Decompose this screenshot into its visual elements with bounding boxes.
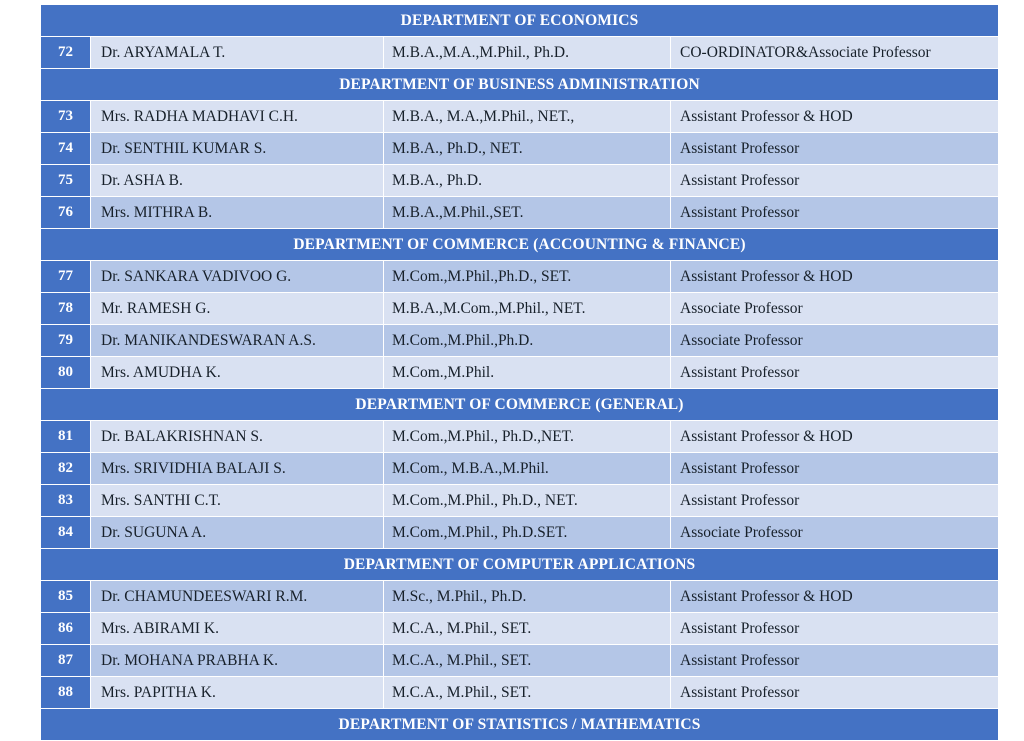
table-row	[41, 133, 999, 165]
designation-cell: Assistant Professor	[671, 645, 999, 677]
designation-cell: Assistant Professor	[671, 677, 999, 709]
faculty-table-container	[40, 4, 998, 741]
table-row	[41, 421, 999, 453]
designation-cell: Associate Professor	[671, 325, 999, 357]
department-header-row	[41, 5, 999, 37]
faculty-name-cell: Dr. MANIKANDESWARAN A.S.	[91, 325, 384, 357]
qualification-cell: M.Com., M.B.A.,M.Phil.	[384, 453, 671, 485]
serial-number-cell: 88	[41, 677, 91, 709]
table-row	[41, 677, 999, 709]
designation-cell: Assistant Professor & HOD	[671, 101, 999, 133]
qualification-cell: M.B.A.,M.Phil.,SET.	[384, 197, 671, 229]
table-row	[41, 357, 999, 389]
faculty-table	[40, 4, 999, 741]
qualification-cell: M.Sc., M.Phil., Ph.D.	[384, 581, 671, 613]
table-row	[41, 453, 999, 485]
faculty-name-cell: Mrs. MITHRA B.	[91, 197, 384, 229]
designation-cell: Assistant Professor	[671, 197, 999, 229]
faculty-name-cell: Dr. ASHA B.	[91, 165, 384, 197]
table-row	[41, 197, 999, 229]
qualification-cell: M.B.A.,M.A.,M.Phil., Ph.D.	[384, 37, 671, 69]
serial-number-cell: 81	[41, 421, 91, 453]
qualification-cell: M.Com.,M.Phil., Ph.D.,NET.	[384, 421, 671, 453]
faculty-name-cell: Mrs. PAPITHA K.	[91, 677, 384, 709]
serial-number-cell: 80	[41, 357, 91, 389]
designation-cell: Assistant Professor	[671, 613, 999, 645]
faculty-name-cell: Dr. ARYAMALA T.	[91, 37, 384, 69]
table-row	[41, 581, 999, 613]
qualification-cell: M.B.A., Ph.D., NET.	[384, 133, 671, 165]
serial-number-cell: 74	[41, 133, 91, 165]
serial-number-cell: 78	[41, 293, 91, 325]
designation-cell: Assistant Professor	[671, 357, 999, 389]
qualification-cell: M.Com.,M.Phil., Ph.D.SET.	[384, 517, 671, 549]
qualification-cell: M.B.A.,M.Com.,M.Phil., NET.	[384, 293, 671, 325]
faculty-name-cell: Mrs. AMUDHA K.	[91, 357, 384, 389]
department-header-row	[41, 549, 999, 581]
department-header-label: DEPARTMENT OF ECONOMICS	[41, 5, 999, 37]
table-row	[41, 101, 999, 133]
table-row	[41, 165, 999, 197]
designation-cell: Assistant Professor	[671, 165, 999, 197]
faculty-name-cell: Dr. MOHANA PRABHA K.	[91, 645, 384, 677]
department-header-label: DEPARTMENT OF COMPUTER APPLICATIONS	[41, 549, 999, 581]
serial-number-cell: 75	[41, 165, 91, 197]
faculty-name-cell: Dr. SANKARA VADIVOO G.	[91, 261, 384, 293]
serial-number-cell: 87	[41, 645, 91, 677]
serial-number-cell: 72	[41, 37, 91, 69]
table-row	[41, 485, 999, 517]
serial-number-cell: 83	[41, 485, 91, 517]
table-row	[41, 325, 999, 357]
table-row	[41, 517, 999, 549]
designation-cell: Assistant Professor	[671, 133, 999, 165]
designation-cell: Associate Professor	[671, 293, 999, 325]
faculty-name-cell: Dr. SUGUNA A.	[91, 517, 384, 549]
designation-cell: Associate Professor	[671, 517, 999, 549]
department-header-label: DEPARTMENT OF STATISTICS / MATHEMATICS	[41, 709, 999, 741]
faculty-name-cell: Dr. BALAKRISHNAN S.	[91, 421, 384, 453]
qualification-cell: M.C.A., M.Phil., SET.	[384, 645, 671, 677]
serial-number-cell: 82	[41, 453, 91, 485]
qualification-cell: M.B.A., M.A.,M.Phil., NET.,	[384, 101, 671, 133]
serial-number-cell: 84	[41, 517, 91, 549]
designation-cell: Assistant Professor	[671, 485, 999, 517]
department-header-row	[41, 389, 999, 421]
designation-cell: Assistant Professor	[671, 453, 999, 485]
serial-number-cell: 73	[41, 101, 91, 133]
designation-cell: Assistant Professor & HOD	[671, 261, 999, 293]
qualification-cell: M.B.A., Ph.D.	[384, 165, 671, 197]
designation-cell: Assistant Professor & HOD	[671, 421, 999, 453]
table-row	[41, 613, 999, 645]
qualification-cell: M.Com.,M.Phil.,Ph.D.	[384, 325, 671, 357]
qualification-cell: M.Com.,M.Phil.,Ph.D., SET.	[384, 261, 671, 293]
faculty-name-cell: Mrs. ABIRAMI K.	[91, 613, 384, 645]
qualification-cell: M.C.A., M.Phil., SET.	[384, 677, 671, 709]
table-row	[41, 293, 999, 325]
department-header-row	[41, 69, 999, 101]
department-header-row	[41, 229, 999, 261]
faculty-name-cell: Mrs. SRIVIDHIA BALAJI S.	[91, 453, 384, 485]
serial-number-cell: 86	[41, 613, 91, 645]
faculty-table-body	[41, 5, 999, 741]
department-header-label: DEPARTMENT OF COMMERCE (ACCOUNTING & FINANCE)	[41, 229, 999, 261]
table-row	[41, 37, 999, 69]
qualification-cell: M.Com.,M.Phil., Ph.D., NET.	[384, 485, 671, 517]
serial-number-cell: 79	[41, 325, 91, 357]
qualification-cell: M.Com.,M.Phil.	[384, 357, 671, 389]
faculty-name-cell: Dr. CHAMUNDEESWARI R.M.	[91, 581, 384, 613]
faculty-name-cell: Dr. SENTHIL KUMAR S.	[91, 133, 384, 165]
department-header-row	[41, 709, 999, 741]
serial-number-cell: 77	[41, 261, 91, 293]
table-row	[41, 261, 999, 293]
designation-cell: Assistant Professor & HOD	[671, 581, 999, 613]
faculty-name-cell: Mr. RAMESH G.	[91, 293, 384, 325]
table-row	[41, 645, 999, 677]
department-header-label: DEPARTMENT OF BUSINESS ADMINISTRATION	[41, 69, 999, 101]
qualification-cell: M.C.A., M.Phil., SET.	[384, 613, 671, 645]
faculty-name-cell: Mrs. SANTHI C.T.	[91, 485, 384, 517]
designation-cell: CO-ORDINATOR&Associate Professor	[671, 37, 999, 69]
serial-number-cell: 85	[41, 581, 91, 613]
serial-number-cell: 76	[41, 197, 91, 229]
department-header-label: DEPARTMENT OF COMMERCE (GENERAL)	[41, 389, 999, 421]
faculty-name-cell: Mrs. RADHA MADHAVI C.H.	[91, 101, 384, 133]
